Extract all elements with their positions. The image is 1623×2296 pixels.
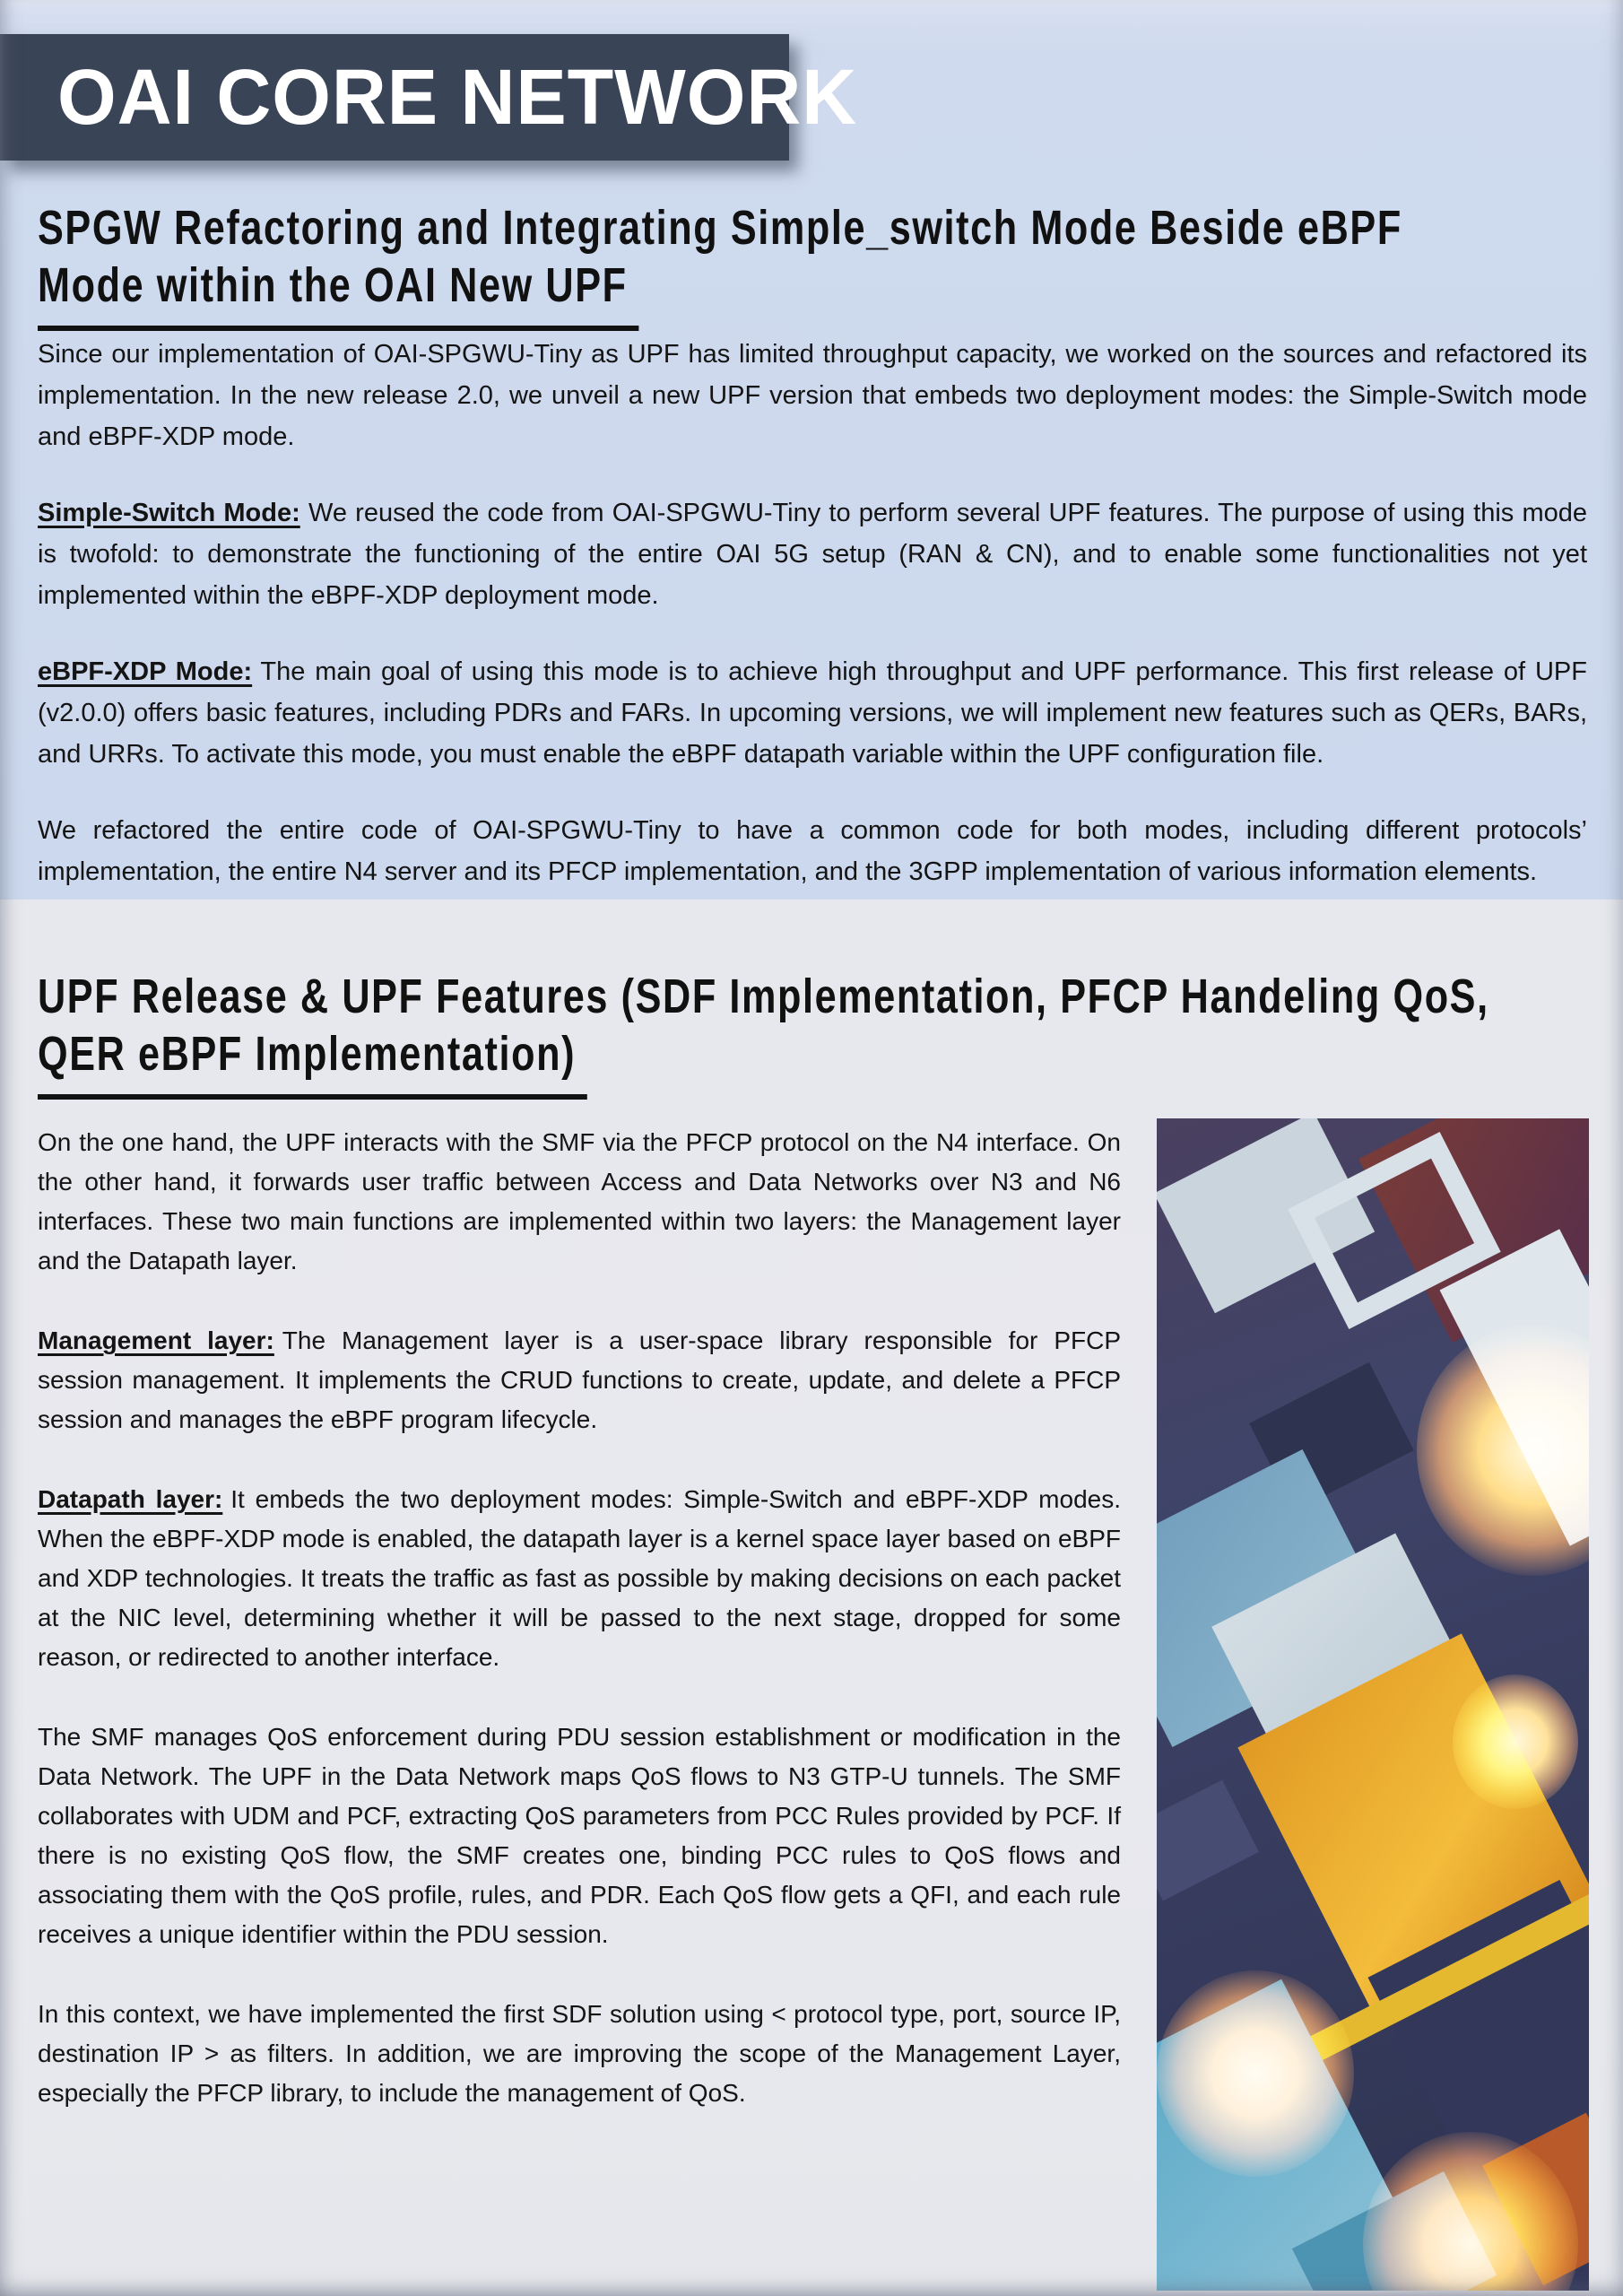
paragraph-lead: eBPF-XDP Mode:: [38, 657, 253, 686]
section1-heading: [38, 199, 1402, 331]
paragraph: [38, 492, 1587, 616]
paragraph-text: We refactored the entire code of OAI-SPGWU-Tiny to have a common code for both modes, including different protocols’ implementation, the entire N4 server and its PFCP implementation, and the 3GPP implementation of various information elements.: [38, 816, 1587, 886]
paragraph: [38, 1321, 1121, 1439]
paragraph-lead: Datapath layer:: [38, 1485, 223, 1513]
section2-heading-line2: QER eBPF Implementation): [38, 1025, 587, 1100]
paragraph-text: Since our implementation of OAI-SPGWU-Tiny as UPF has limited throughput capacity, we worked on the sources and refactored its implementation. In the new release 2.0, we unveil a new UPF version that embeds two deployment modes: the Simple-Switch mode and eBPF-XDP mode.: [38, 340, 1587, 451]
section2-heading-line1: UPF Release & UPF Features (SDF Implementation, PFCP Handeling QoS,: [38, 970, 1489, 1023]
intro-section: [0, 0, 1623, 900]
paragraph-text: The SMF manages QoS enforcement during PDU session establishment or modification in the Data Network. The UPF in the Data Network maps QoS flows to N3 GTP-U tunnels. The SMF collaborates with UDM and PCF, extracting QoS parameters from PCC Rules provided by PCF. If there is no existing QoS flow, the SMF creates one, binding PCC rules to QoS flows and associating them with the QoS profile, rules, and PDR. Each QoS flow gets a QFI, and each rule receives a unique identifier within the PDU session.: [38, 1723, 1121, 1948]
paragraph-text: We reused the code from OAI-SPGWU-Tiny to perform several UPF features. The purpose of using this mode is twofold: to demonstrate the functioning of the entire OAI 5G setup (RAN & CN), and to enable some functionalities not yet implemented within the eBPF-XDP deployment mode.: [38, 499, 1587, 610]
section1-heading-line2: Mode within the OAI New UPF: [38, 257, 638, 331]
photo-glow-light: [1453, 1674, 1578, 1809]
section2-heading: [38, 968, 1489, 1100]
section1-heading-line1: SPGW Refactoring and Integrating Simple_switch Mode Beside eBPF: [38, 201, 1402, 255]
paragraph: [38, 1480, 1121, 1677]
photo-glow-light: [1157, 1970, 1354, 2177]
paragraph: [38, 1995, 1121, 2113]
paragraph: [38, 1718, 1121, 1954]
paragraph-text: On the one hand, the UPF interacts with the SMF via the PFCP protocol on the N4 interface. On the other hand, it forwards user traffic between Access and Data Networks over N3 and N6 interfaces. These two main functions are implemented within two layers: the Management layer and the Datapath layer.: [38, 1128, 1121, 1274]
paragraph-text: The main goal of using this mode is to achieve high throughput and UPF performance. This first release of UPF (v2.0.0) offers basic features, including PDRs and FARs. In upcoming versions, we will implement new features such as QERs, BARs, and URRs. To activate this mode, you must enable the eBPF datapath variable within the UPF configuration file.: [38, 657, 1587, 769]
page-title: OAI CORE NETWORK: [57, 53, 858, 141]
paragraph-text: It embeds the two deployment modes: Simple-Switch and eBPF-XDP modes. When the eBPF-XDP mode is enabled, the datapath layer is a kernel space layer based on eBPF and XDP technologies. It treats the traffic as fast as possible by making decisions on each packet at the NIC level, determining whether it will be passed to the next stage, dropped for some reason, or redirected to another interface.: [38, 1485, 1121, 1671]
paragraph: [38, 1123, 1121, 1281]
paragraph-lead: Simple-Switch Mode:: [38, 499, 300, 527]
title-banner: [0, 34, 858, 161]
photo-glow-light: [1417, 1325, 1589, 1576]
paragraph: [38, 810, 1587, 892]
paragraph: [38, 334, 1587, 457]
photo-shape-purple-chip: [1157, 1780, 1259, 1901]
section1-body: [38, 334, 1587, 892]
paragraph: [38, 651, 1587, 775]
paragraph-lead: Management layer:: [38, 1326, 274, 1354]
paragraph-text: The Management layer is a user-space library responsible for PFCP session management. It implements the CRUD functions to create, update, and delete a PFCP session and manages the eBPF program lifecycle.: [38, 1326, 1121, 1433]
paragraph-text: In this context, we have implemented the first SDF solution using < protocol type, port, source IP, destination IP > as filters. In addition, we are improving the scope of the Management Layer, especially the PFCP library, to include the management of QoS.: [38, 2000, 1121, 2107]
upf-features-section: [0, 900, 1623, 2296]
section2-body: [38, 1123, 1121, 2113]
circuit-board-photo: [1157, 1118, 1589, 2291]
